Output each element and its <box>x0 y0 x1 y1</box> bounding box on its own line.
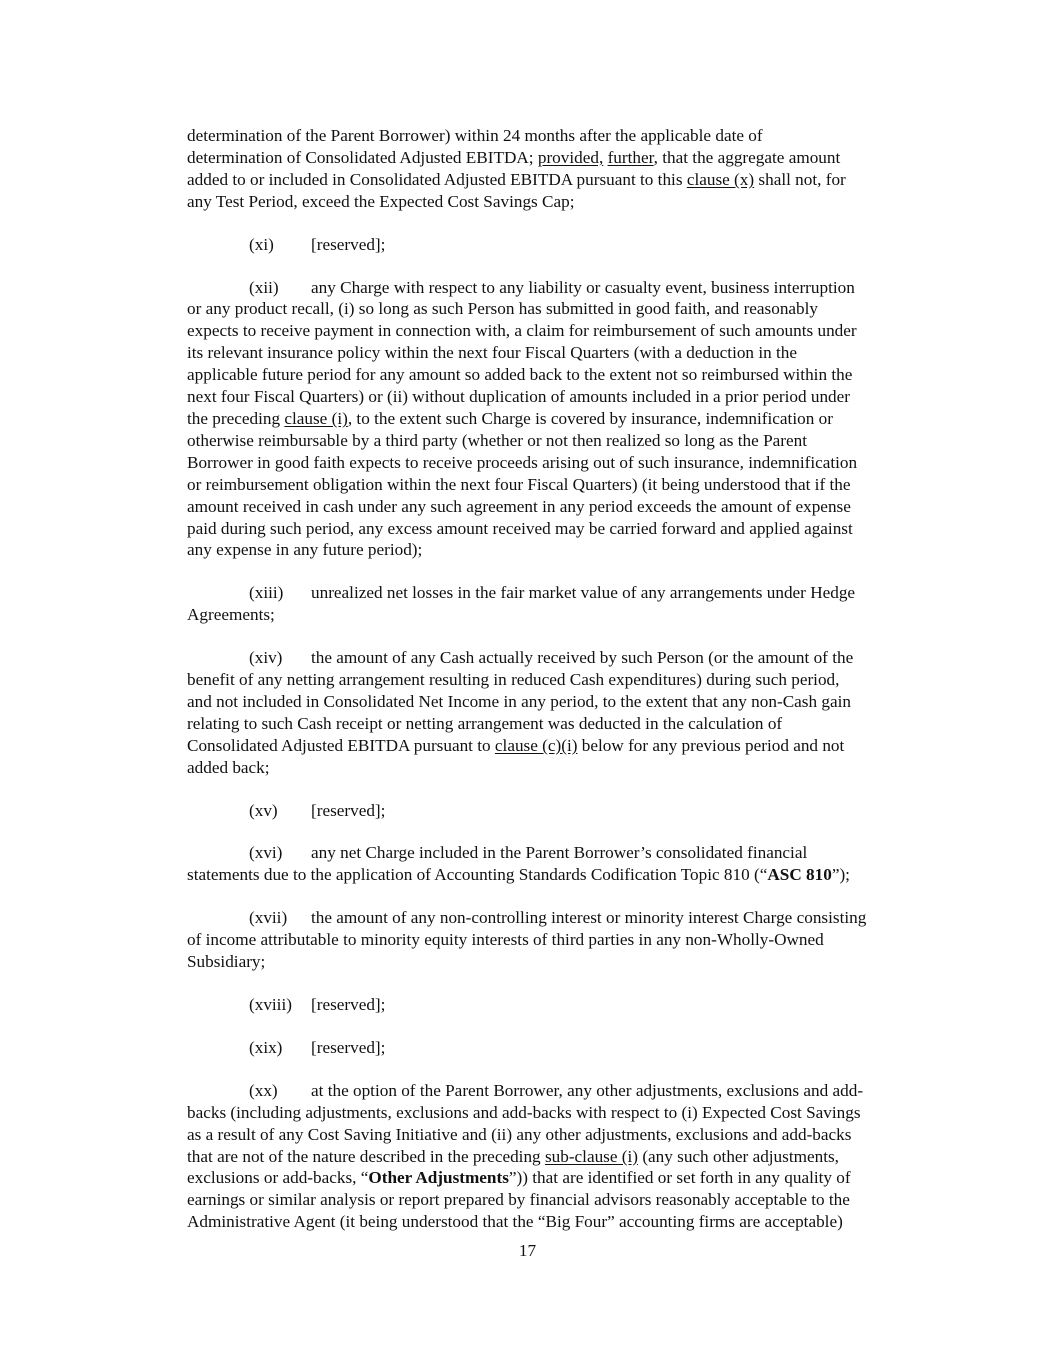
text-line: relating to such Cash receipt or netting arrangement was deducted in the calculation of <box>187 713 783 733</box>
text-span: unrealized net losses in the fair market value of any arrangements under Hedge <box>311 583 856 603</box>
clause-reference: sub-clause (i) <box>544 1146 639 1166</box>
clause-number: (xix) <box>249 1037 283 1057</box>
text-span: below for any previous period and not <box>577 735 845 755</box>
clause-number: (xiii) <box>249 583 284 603</box>
text-span: any Charge with respect to any liability or casualty event, business interruption <box>311 277 855 297</box>
clause-number: (xvii) <box>249 908 288 928</box>
clause-xiv <box>187 647 932 778</box>
clause-reference: clause (c)(i) <box>494 735 578 755</box>
clause-xvii <box>187 907 932 973</box>
text-span: Consolidated Adjusted EBITDA pursuant to <box>187 735 495 755</box>
defined-term: ASC 810 <box>767 865 832 885</box>
text-line: amount received in cash under any such agreement in any period exceeds the amount of expense <box>187 496 851 516</box>
text-line: added back; <box>187 757 270 777</box>
clause-text: [reserved]; <box>311 1037 386 1057</box>
clause-xv <box>187 800 932 822</box>
text-line <box>187 277 932 299</box>
clause-text: [reserved]; <box>311 995 386 1014</box>
text-line: Subsidiary; <box>187 952 266 972</box>
text-span: the preceding <box>187 408 285 428</box>
clause-number: (xvi) <box>249 843 283 863</box>
text-line <box>187 735 932 757</box>
clause-number: (xv) <box>249 800 278 820</box>
text-line: and not included in Consolidated Net Income in any period, to the extent that any non-Cash gain <box>187 691 851 711</box>
clause-number: (xviii) <box>249 995 292 1014</box>
text-line: backs (including adjustments, exclusions and add-backs with respect to (i) Expected Cost Savings <box>187 1102 861 1122</box>
text-line: its relevant insurance policy within the next four Fiscal Quarters (with a deduction in the <box>187 343 797 363</box>
document-page <box>187 125 932 1254</box>
text-line: expects to receive payment in connection with, a claim for reimbursement of such amounts under <box>187 321 857 341</box>
text-line: benefit of any netting arrangement resulting in reduced Cash expenditures) during such period, <box>187 670 840 690</box>
text-line: earnings or similar analysis or report prepared by financial advisors reasonably acceptable to the <box>187 1190 850 1210</box>
text-line: paid during such period, any excess amount received may be carried forward and applied against <box>187 518 853 538</box>
text-line <box>187 842 932 864</box>
page-number: 17 <box>518 1241 537 1260</box>
clause-number: (xii) <box>249 277 279 297</box>
text-line <box>187 1080 932 1102</box>
text-line: Agreements; <box>187 605 275 625</box>
clause-number: (xx) <box>249 1080 278 1100</box>
clause-text: [reserved]; <box>311 234 386 254</box>
text-line: Borrower in good faith expects to receive proceeds arising out of such insurance, indemnification <box>187 452 858 472</box>
text-span: the amount of any Cash actually received by such Person (or the amount of the <box>311 648 854 668</box>
underlined-term-provided: provided, <box>537 147 604 167</box>
text-line: or reimbursement obligation within the next four Fiscal Quarters) (it being understood that if the <box>187 474 851 494</box>
text-line <box>187 1167 932 1189</box>
text-span: , that the aggregate amount <box>653 147 841 167</box>
text-span: ”); <box>831 865 850 885</box>
text-line: or any product recall, (i) so long as such Person has submitted in good faith, and reasonably <box>187 299 819 319</box>
text-span: statements due to the application of Accounting Standards Codification Topic 810 (“ <box>187 865 768 885</box>
paragraph-continuation <box>187 125 932 213</box>
text-span: exclusions or add-backs, “ <box>187 1168 369 1188</box>
text-span: shall not, for <box>754 169 846 189</box>
clause-text: [reserved]; <box>311 800 386 820</box>
text-span: at the option of the Parent Borrower, any other adjustments, exclusions and add- <box>311 1080 864 1100</box>
text-line <box>187 1146 932 1168</box>
clause-xix <box>187 1037 932 1059</box>
clause-number: (xi) <box>249 234 274 254</box>
text-span: any net Charge included in the Parent Borrower’s consolidated financial <box>311 843 808 863</box>
text-span: added to or included in Consolidated Adjusted EBITDA pursuant to this <box>187 169 687 189</box>
clause-xvi <box>187 842 932 886</box>
clause-xx <box>187 1080 932 1233</box>
text-line: any expense in any future period); <box>187 540 423 560</box>
clause-xviii <box>187 994 932 1016</box>
text-line <box>187 864 932 886</box>
text-line: of income attributable to minority equity interests of third parties in any non-Wholly-Owned <box>187 930 824 950</box>
text-span: (any such other adjustments, <box>638 1146 839 1166</box>
text-line <box>187 169 932 191</box>
text-line: determination of the Parent Borrower) within 24 months after the applicable date of <box>187 126 763 145</box>
defined-term: Other Adjustments <box>368 1168 509 1188</box>
text-line: any Test Period, exceed the Expected Cost Savings Cap; <box>187 191 575 211</box>
clause-reference: clause (x) <box>686 169 755 189</box>
clause-xi <box>187 234 932 256</box>
text-span: ”)) that are identified or set forth in any quality of <box>508 1168 851 1188</box>
text-span: , to the extent such Charge is covered by insurance, indemnification or <box>347 408 833 428</box>
underlined-term-further: further <box>607 147 654 167</box>
text-span: that are not of the nature described in the preceding <box>187 1146 545 1166</box>
text-line <box>187 147 932 169</box>
text-line <box>187 647 932 669</box>
text-span: determination of Consolidated Adjusted EBITDA; <box>187 147 538 167</box>
text-line <box>187 408 932 430</box>
clause-reference: clause (i) <box>284 408 348 428</box>
text-line: as a result of any Cost Saving Initiative and (ii) any other adjustments, exclusions and add-backs <box>187 1124 852 1144</box>
text-line <box>187 582 932 604</box>
text-line: next four Fiscal Quarters) or (ii) without duplication of amounts included in a prior period under <box>187 387 850 407</box>
text-line: applicable future period for any amount so added back to the extent not so reimbursed within the <box>187 365 853 385</box>
text-line: Administrative Agent (it being understood that the “Big Four” accounting firms are acceptable) <box>187 1212 843 1232</box>
text-span: the amount of any non-controlling interest or minority interest Charge consisting <box>311 908 867 928</box>
text-line <box>187 907 932 929</box>
clause-xii <box>187 277 932 562</box>
clause-xiii <box>187 582 932 626</box>
clause-number: (xiv) <box>249 648 283 668</box>
text-line: otherwise reimbursable by a third party (whether or not then realized so long as the Parent <box>187 430 807 450</box>
